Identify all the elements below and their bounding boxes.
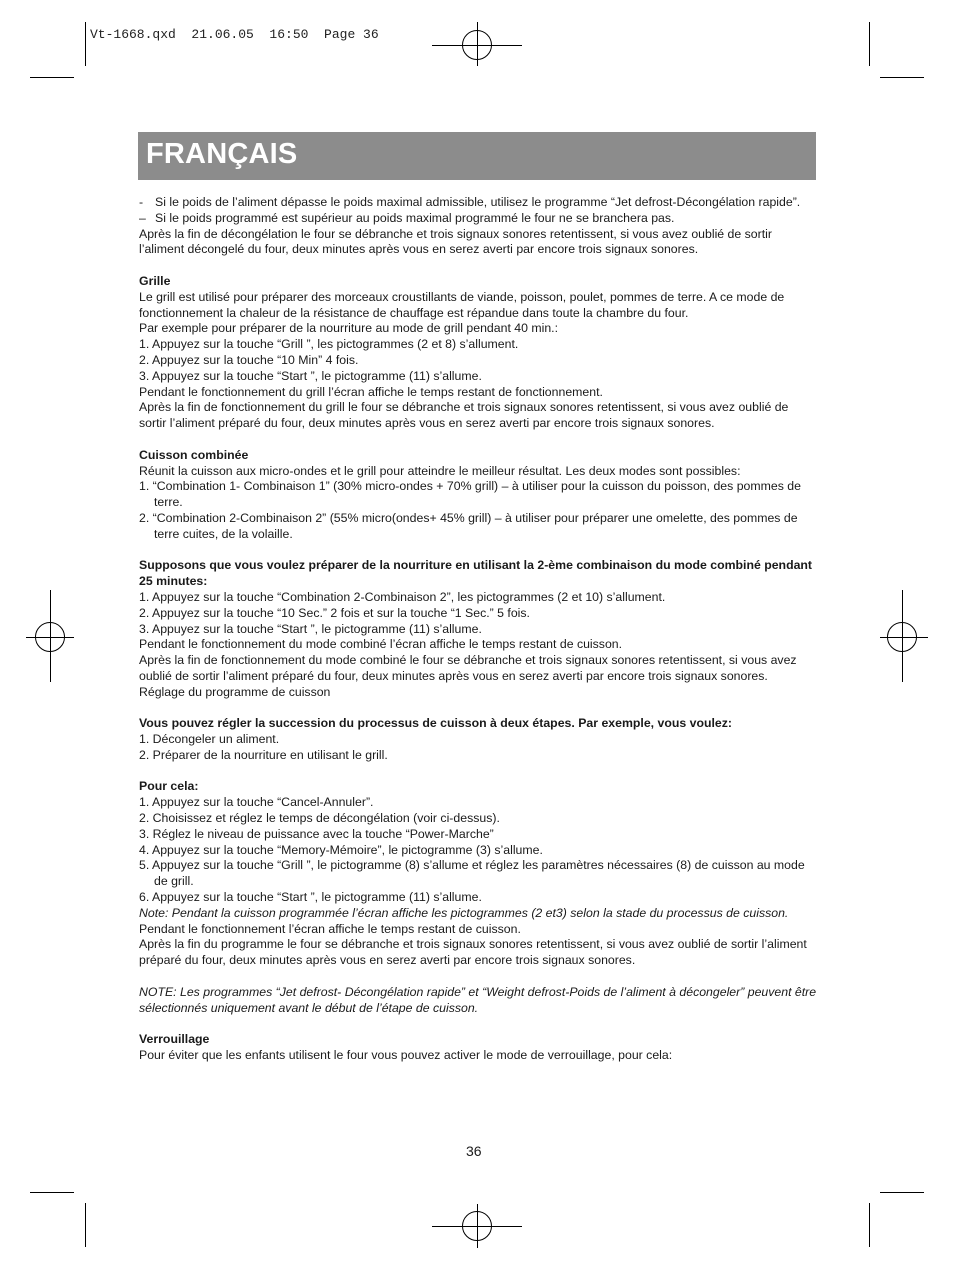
grille-description: Le grill est utilisé pour préparer des morceaux croustillants de viande, poisson, poulet, pommes de terre. A ce mode de fonctionnement la chaleur de la résistance de chauffage est répandue dans toute la chambre du four.	[139, 289, 785, 320]
list-item: 3. Appuyez sur la touche “Start ”, le pictogramme (11) s’allume.	[139, 621, 482, 636]
list-item: 2. “Combination 2-Combinaison 2” (55% micro(ondes+ 45% grill) – à utiliser pour préparer une omelette, des pommes de terre cuites, de la volaille.	[139, 510, 798, 541]
list-item: 2. Choisissez et réglez le temps de décongélation (voir ci-dessus).	[139, 811, 500, 826]
print-slug: Vt-1668.qxd 21.06.05 16:50 Page 36	[90, 27, 379, 42]
section-heading-verrouillage: Verrouillage	[139, 1032, 210, 1047]
list-item: 1. Appuyez sur la touche “Grill ”, les pictogrammes (2 et 8) s’allument.	[139, 337, 519, 352]
intro-bullet-2: – Si le poids programmé est supérieur au poids maximal programmé le four ne se branchera pas.	[139, 210, 675, 225]
supposons-after: Après la fin de fonctionnement du mode combiné le four se débranche et trois signaux sonores retentissent, si vous avez oublié de sortir l’aliment préparé du four, deux minutes après vous en serez averti par encore trois signaux sonores.	[139, 653, 797, 683]
list-item: 3. Réglez le niveau de puissance avec la touche “Power-Marche”	[139, 826, 494, 841]
intro-after: Après la fin de décongélation le four se débranche et trois signaux sonores retentissent, si vous avez oublié de sortir l’aliment décongelé du four, deux minutes après vous en serez averti par encore trois signaux sonores.	[139, 226, 772, 257]
grille-during: Pendant le fonctionnement du grill l’écran affiche le temps restant de fonctionnement.	[139, 384, 603, 399]
section-heading-succession: Vous pouvez régler la succession du processus de cuisson à deux étapes. Par exemple, vous voulez:	[139, 716, 732, 731]
programs-note: NOTE: Les programmes “Jet defrost- Décongélation rapide” et “Weight defrost-Poids de l’aliment à décongeler” peuvent être sélectionnés uniquement avant le début de l’étape de cuisson.	[139, 984, 817, 1015]
section-heading-pour-cela: Pour cela:	[139, 779, 199, 794]
list-item: 1. Décongeler un aliment.	[139, 732, 280, 747]
list-item: 1. Appuyez sur la touche “Cancel-Annuler”.	[139, 795, 374, 810]
section-heading-supposons: Supposons que vous voulez préparer de la nourriture en utilisant la 2-ème combinaison du mode combiné pendant 25 minutes:	[139, 558, 813, 589]
list-item: 4. Appuyez sur la touche “Memory-Mémoire”, le pictogramme (3) s’allume.	[139, 842, 543, 857]
grille-after: Après la fin de fonctionnement du grill le four se débranche et trois signaux sonores retentissent, si vous avez oublié de sortir l’aliment préparé du four, deux minutes après vous en serez averti par encore trois signaux sonores.	[139, 400, 789, 431]
list-item: 2. Préparer de la nourriture en utilisant le grill.	[139, 747, 388, 762]
list-item: 5. Appuyez sur la touche “Grill ”, le pictogramme (8) s’allume et réglez les paramètres nécessaires (8) de cuisson au mode de grill.	[139, 858, 805, 889]
grille-example: Par exemple pour préparer de la nourriture au mode de grill pendant 40 min.:	[139, 321, 559, 336]
pour-cela-note: Note: Pendant la cuisson programmée l’écran affiche les pictogrammes (2 et3) selon la stade du processus de cuisson.	[139, 905, 789, 920]
supposons-during: Pendant le fonctionnement du mode combiné l’écran affiche le temps restant de cuisson.	[139, 637, 623, 652]
supposons-reglage: Réglage du programme de cuisson	[139, 684, 331, 699]
section-heading-combinee: Cuisson combinée	[139, 447, 249, 462]
list-item: 1. “Combination 1- Combinaison 1” (30% micro-ondes + 70% grill) – à utiliser pour la cuisson du poisson, des pommes de terre.	[139, 479, 801, 510]
verrouillage-description: Pour éviter que les enfants utilisent le four vous pouvez activer le mode de verrouillage, pour cela:	[139, 1048, 673, 1063]
page-content	[139, 195, 817, 1064]
page-title: FRANÇAIS	[146, 138, 298, 170]
section-heading-grille: Grille	[139, 273, 171, 288]
combinee-description: Réunit la cuisson aux micro-ondes et le grill pour atteindre le meilleur résultat. Les deux modes sont possibles:	[139, 463, 741, 478]
list-item: 2. Appuyez sur la touche “10 Min” 4 fois.	[139, 352, 359, 367]
list-item: 3. Appuyez sur la touche “Start ”, le pictogramme (11) s’allume.	[139, 368, 482, 383]
intro-bullet-1: - Si le poids de l’aliment dépasse le poids maximal admissible, utilisez le programme “Jet defrost-Décongélation rapide”.	[139, 195, 801, 209]
page-number: 36	[466, 1143, 482, 1159]
language-header-bar	[138, 132, 816, 180]
list-item: 2. Appuyez sur la touche “10 Sec.” 2 fois et sur la touche “1 Sec.” 5 fois.	[139, 605, 530, 620]
list-item: 1. Appuyez sur la touche “Combination 2-Combinaison 2”, les pictogrammes (2 et 10) s’allument.	[139, 589, 666, 604]
list-item: 6. Appuyez sur la touche “Start ”, le pictogramme (11) s’allume.	[139, 890, 482, 905]
pour-cela-after: Après la fin du programme le four se débranche et trois signaux sonores retentissent, si vous avez oublié de sortir l’aliment préparé du four, deux minutes après vous en serez averti par encore trois signaux sonores.	[139, 937, 807, 968]
pour-cela-during: Pendant le fonctionnement l’écran affiche le temps restant de cuisson.	[139, 921, 521, 936]
